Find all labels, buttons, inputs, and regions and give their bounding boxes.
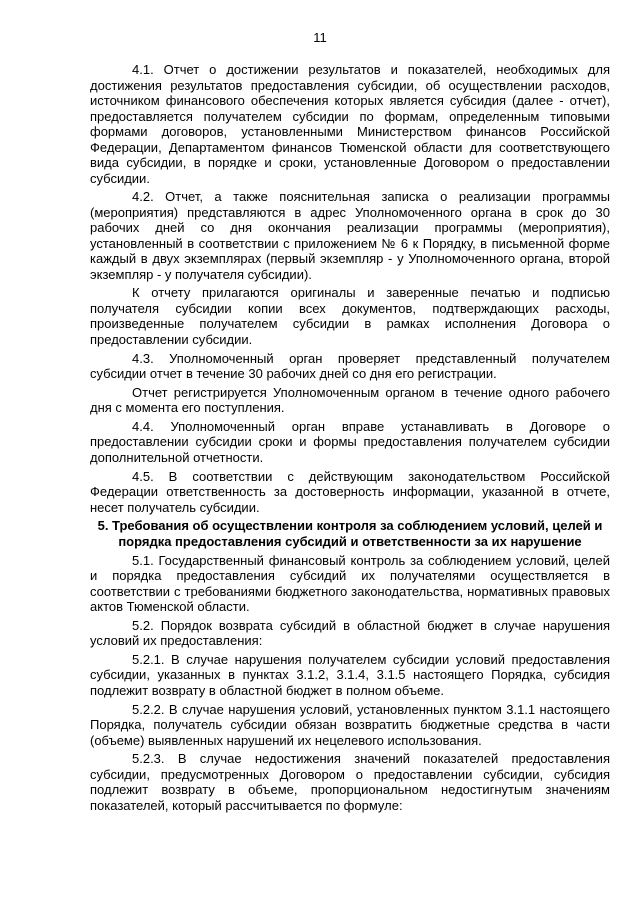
paragraph-5-2: 5.2. Порядок возврата субсидий в областной бюджет в случае нарушения условий их предоставления: xyxy=(90,617,610,649)
paragraph-4-4: 4.4. Уполномоченный орган вправе устанавливать в Договоре о предоставлении субсидии сроки и формы предоставления получателем субсидии дополнительной отчетности. xyxy=(90,418,610,465)
paragraph-4-1: 4.1. Отчет о достижении результатов и показателей, необходимых для достижения результатов предоставления субсидии, об осуществлении расходов, источником финансового обеспечения которых является субсидия (далее - отчет), предоставляется получателем субсидии по формам, определенным типовыми формами договоров, установленными Министерством финансов Российской Федерации, Департаментом финансов Тюменской области для соответствующего вида субсидии, в порядке и сроки, установленные Договором о предоставлении субсидии. xyxy=(90,62,610,186)
paragraph-5-2-1: 5.2.1. В случае нарушения получателем субсидии условий предоставления субсидии, указанных в пунктах 3.1.2, 3.1.4, 3.1.5 настоящего Порядка, субсидия подлежит возврату в областной бюджет в полном объеме. xyxy=(90,651,610,698)
paragraph-4-2: 4.2. Отчет, а также пояснительная записка о реализации программы (мероприятия) представляются в адрес Уполномоченного органа в срок до 30 рабочих дней со дня окончания реализации программы (мероприятия), установленный в соответствии с приложением № 6 к Порядку, в письменной форме каждый в двух экземплярах (первый экземпляр - у Уполномоченного органа, второй экземпляр - у получателя субсидии). xyxy=(90,189,610,282)
paragraph-report-attachments: К отчету прилагаются оригиналы и заверенные печатью и подписью получателя субсидии копии всех документов, подтверждающих расходы, произведенные получателем субсидии в рамках исполнения Договора о предоставлении субсидии. xyxy=(90,285,610,347)
paragraph-5-2-2: 5.2.2. В случае нарушения условий, установленных пунктом 3.1.1 настоящего Порядка, получатель субсидии обязан возвратить бюджетные средства в части (объеме) выявленных нарушений их нецелевого использования. xyxy=(90,701,610,748)
paragraph-4-3: 4.3. Уполномоченный орган проверяет представленный получателем субсидии отчет в течение 30 рабочих дней со дня его регистрации. xyxy=(90,350,610,382)
section-5-heading: 5. Требования об осуществлении контроля за соблюдением условий, целей и порядка предоставления субсидий и ответственности за их нарушение xyxy=(97,518,603,549)
paragraph-report-registration: Отчет регистрируется Уполномоченным органом в течение одного рабочего дня с момента его поступления. xyxy=(90,384,610,416)
paragraph-5-2-3: 5.2.3. В случае недостижения значений показателей предоставления субсидии, предусмотренных Договором о предоставлении субсидии, субсидия подлежит возврату в объеме, пропорциональном недостигнутым значениям показателей, который рассчитывается по формуле: xyxy=(90,751,610,813)
document-body xyxy=(90,62,610,816)
paragraph-4-5: 4.5. В соответствии с действующим законодательством Российской Федерации ответственность за достоверность информации, указанной в отчете, несет получатель субсидии. xyxy=(90,468,610,515)
paragraph-5-1: 5.1. Государственный финансовый контроль за соблюдением условий, целей и порядка предоставления субсидий их получателями осуществляется в соответствии с требованиями бюджетного законодательства, нормативных правовых актов Тюменской области. xyxy=(90,552,610,614)
page-number: 11 xyxy=(313,30,327,45)
